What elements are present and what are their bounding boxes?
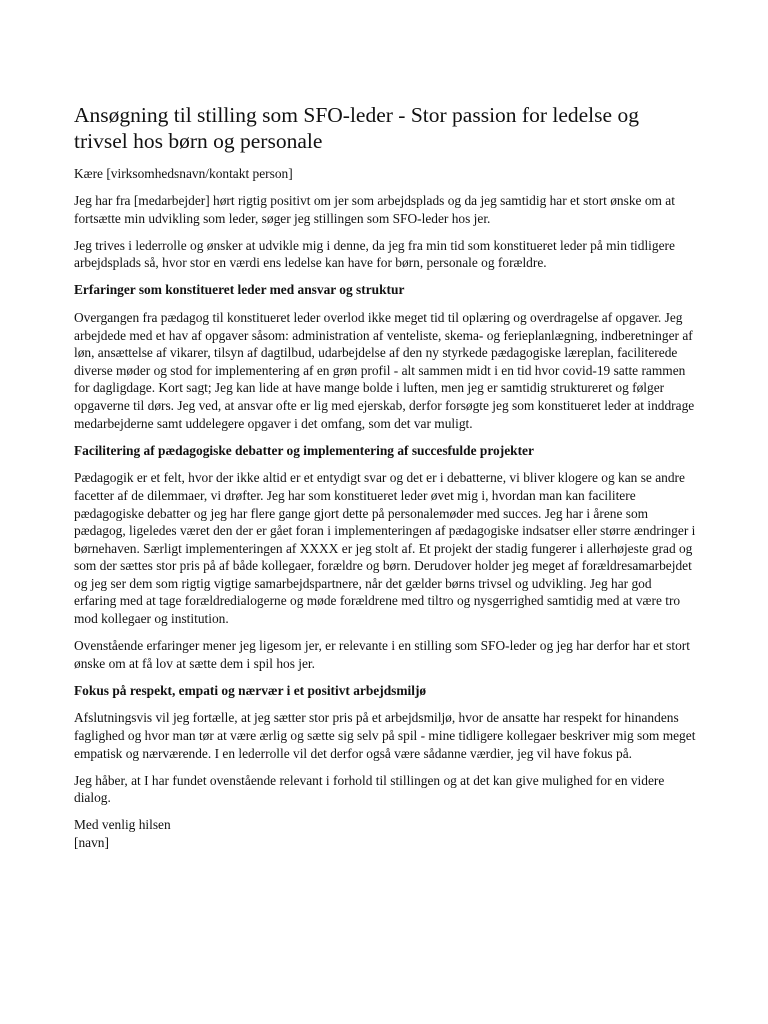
section-focus-paragraph-2: Jeg håber, at I har fundet ovenstående relevant i forhold til stillingen og at det kan give mulighed for en videre dialog. xyxy=(74,772,665,806)
closing-greeting: Med venlig hilsen xyxy=(74,817,171,833)
document-title: Ansøgning til stilling som SFO-leder - Stor passion for ledelse og trivsel hos børn og personale xyxy=(74,103,639,153)
section-facilitation-paragraph-2: Ovenstående erfaringer mener jeg ligesom jer, er relevante i en stilling som SFO-leder og jeg har derfor har et stort ønske om at få lov at sætte dem i spil hos jer. xyxy=(74,638,690,671)
intro-paragraph-1: Jeg har fra [medarbejder] hørt rigtig positivt om jer som arbejdsplads og da jeg samtidig har et stort ønske om at fortsætte min udvikling som leder, søger jeg stillingen som SFO-leder hos jer. xyxy=(74,193,675,226)
section-experience-paragraph-1: Overgangen fra pædagog til konstitueret leder overlod ikke meget tid til oplæring og overdragelse af opgaver. Jeg arbejdede med et hav af opgaver såsom: administration af venteliste, skema- og ferieplanlægning, indberetninger af løn, ansættelse af vikarer, tilsyn af dagtilbud, udarbejdelse af den ny styrkede pædagogiske læreplan, faciliterede diverse møder og stod for implementering af en grøn profil - alt sammen midt i en tid hvor covid-19 satte rammen for dagligdage. Kort sagt; Jeg kan lide at have mange bolde i luften, men jeg er samtidig struktureret og følger opgaverne til dørs. Jeg ved, at ansvar ofte er lig med ejerskab, derfor forsøgte jeg som konstitueret leder at inddrage medarbejderne samt uddelegere opgaver i det omfang, som det var muligt. xyxy=(74,310,695,431)
section-facilitation-paragraph-1: Pædagogik er et felt, hvor der ikke altid er et entydigt svar og det er i debatterne, vi bliver klogere og kan se andre facetter af de dilemmaer, vi drøfter. Jeg har som konstitueret leder øvet mig i, hvordan man kan facilitere pædagogiske debatter og jeg har flere gange gjort dette på personalemøder med succes. Jeg har i årene som pædagog, ligeledes været den der er gået foran i implementeringen af pædagogiske indsatser eller større ændringer i børnehaven. Særligt implementeringen af XXXX er jeg stolt af. Et projekt der stadig fungerer i allerhøjeste grad og som der sættes stor pris på af både kollegaer, forældre og børn. Derudover holder jeg meget af forældresamarbejdet og jeg ser dem som rigtig vigtige samarbejdspartnere, når det gælder børns trivsel og udvikling. Jeg har god erfaring med at tage forældredialogerne og møde forældrene med tiltro og nysgerrighed samtidig med at være tro mod kollegaer og institution. xyxy=(74,470,696,627)
signature-name: [navn] xyxy=(74,835,109,850)
document-body xyxy=(74,165,696,852)
section-heading-facilitation: Facilitering af pædagogiske debatter og implementering af succesfulde projekter xyxy=(74,442,534,458)
section-heading-experience: Erfaringer som konstitueret leder med ansvar og struktur xyxy=(74,282,405,298)
salutation: Kære [virksomhedsnavn/kontakt person] xyxy=(74,166,293,181)
section-heading-focus: Fokus på respekt, empati og nærvær i et positivt arbejdsmiljø xyxy=(74,682,427,698)
intro-paragraph-2: Jeg trives i lederrolle og ønsker at udvikle mig i denne, da jeg fra min tid som konstitueret leder på min tidligere arbejdsplads så, hvor stor en værdi ens ledelse kan have for børn, personale og forældre. xyxy=(74,237,675,271)
section-focus-paragraph-1: Afslutningsvis vil jeg fortælle, at jeg sætter stor pris på et arbejdsmiljø, hvor de ansatte har respekt for hinandens faglighed og hvor man tør at være ærlig og sætte sig selv på spil - mine tidligere kollegaer beskriver mig som meget empatisk og nærværende. I en lederrolle vil det derfor også være sådanne værdier, jeg vil have fokus på. xyxy=(74,710,696,761)
